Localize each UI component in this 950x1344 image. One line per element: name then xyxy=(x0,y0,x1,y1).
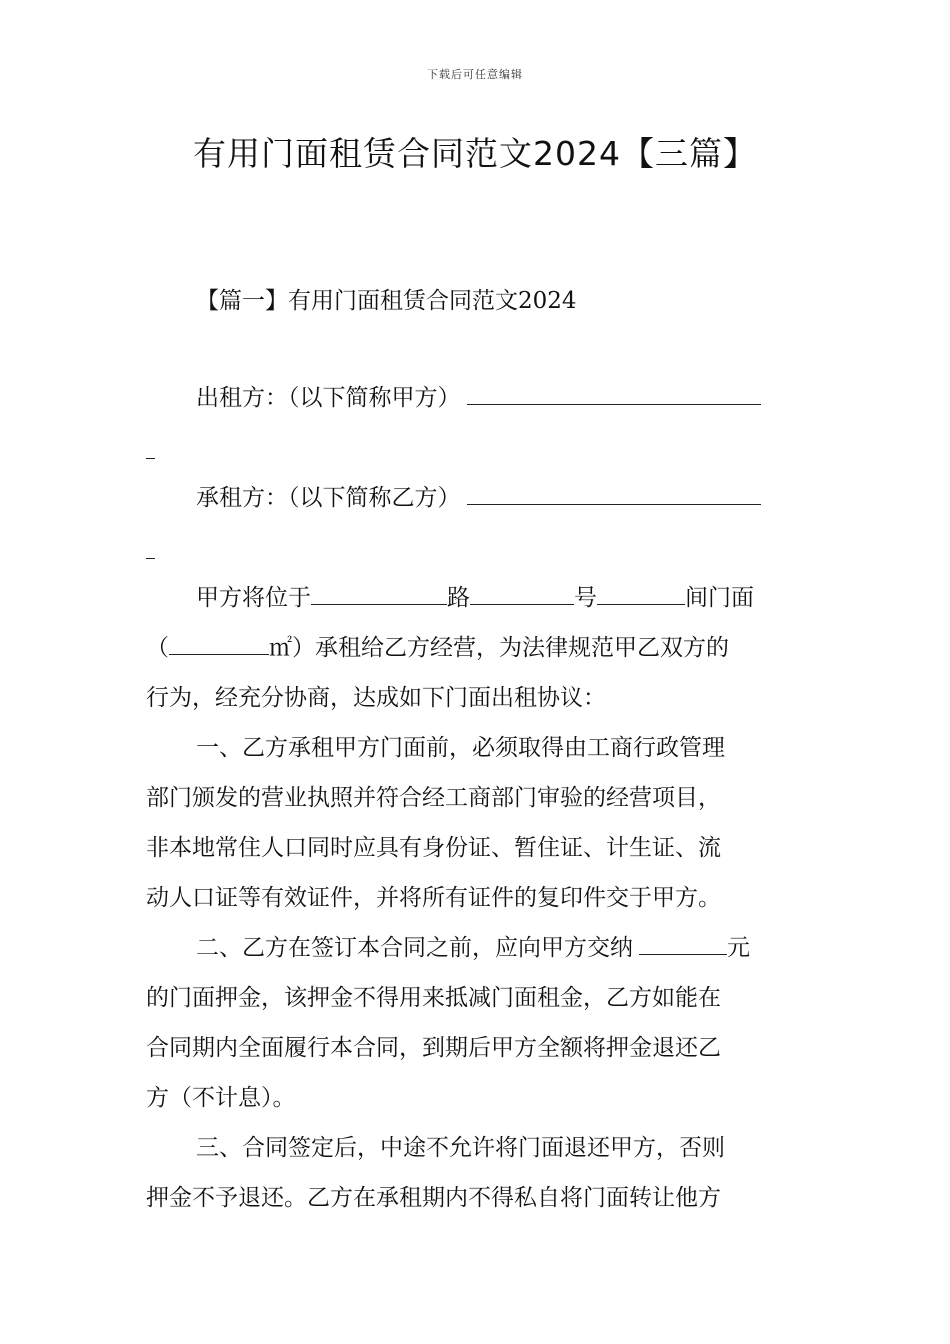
intro-text: 甲方将位于 xyxy=(196,585,311,611)
number-blank xyxy=(470,582,574,605)
party-a-blank xyxy=(467,382,761,405)
clause-2-line: 的门面押金，该押金不得用来抵减门面租金，乙方如能在 xyxy=(146,985,721,1011)
clause-2-text: 二、乙方在签订本合同之前，应向甲方交纳 xyxy=(196,935,633,961)
clause-3-line: 押金不予退还。乙方在承租期内不得私自将门面转让他方 xyxy=(146,1185,721,1211)
party-a-label: 出租方：（以下简称甲方） xyxy=(196,385,461,411)
clause-1-line: 部门颁发的营业执照并符合经工商部门审验的经营项目， xyxy=(146,785,721,811)
section-heading: 【篇一】有用门面租赁合同范文2024 xyxy=(196,288,577,314)
party-a-line xyxy=(196,382,806,414)
clause-1-line: 一、乙方承租甲方门面前，必须取得由工商行政管理 xyxy=(196,735,725,761)
party-b-blank xyxy=(467,482,761,505)
intro-text: 路 xyxy=(447,585,470,611)
intro-line-1 xyxy=(196,582,806,614)
unit-blank xyxy=(597,582,685,605)
party-b-label: 承租方：（以下简称乙方） xyxy=(196,485,461,511)
clause-1-line: 非本地常住人口同时应具有身份证、暂住证、计生证、流 xyxy=(146,835,721,861)
header-note: 下载后可任意编辑 xyxy=(427,68,523,81)
clause-2-text: 元 xyxy=(727,935,750,961)
party-a-blank-continuation xyxy=(146,458,155,459)
intro-text: ㎡）承租给乙方经营，为法律规范甲乙双方的 xyxy=(269,635,729,661)
intro-text: 号 xyxy=(574,585,597,611)
area-blank xyxy=(169,632,269,655)
party-b-blank-continuation xyxy=(146,558,155,559)
deposit-blank xyxy=(639,932,727,955)
clause-2-line: 方（不计息）。 xyxy=(146,1085,296,1111)
intro-line-3: 行为，经充分协商，达成如下门面出租协议： xyxy=(146,685,606,711)
clause-3-line: 三、合同签定后，中途不允许将门面退还甲方，否则 xyxy=(196,1135,725,1161)
party-b-line xyxy=(196,482,806,514)
intro-line-2 xyxy=(146,632,806,664)
intro-text: 间门面 xyxy=(685,585,754,611)
road-blank xyxy=(311,582,447,605)
intro-text: （ xyxy=(146,635,169,661)
clause-2-line-1 xyxy=(196,932,806,964)
document-title: 有用门面租赁合同范文2024【三篇】 xyxy=(193,134,757,173)
clause-2-line: 合同期内全面履行本合同，到期后甲方全额将押金退还乙 xyxy=(146,1035,721,1061)
clause-1-line: 动人口证等有效证件，并将所有证件的复印件交于甲方。 xyxy=(146,885,721,911)
